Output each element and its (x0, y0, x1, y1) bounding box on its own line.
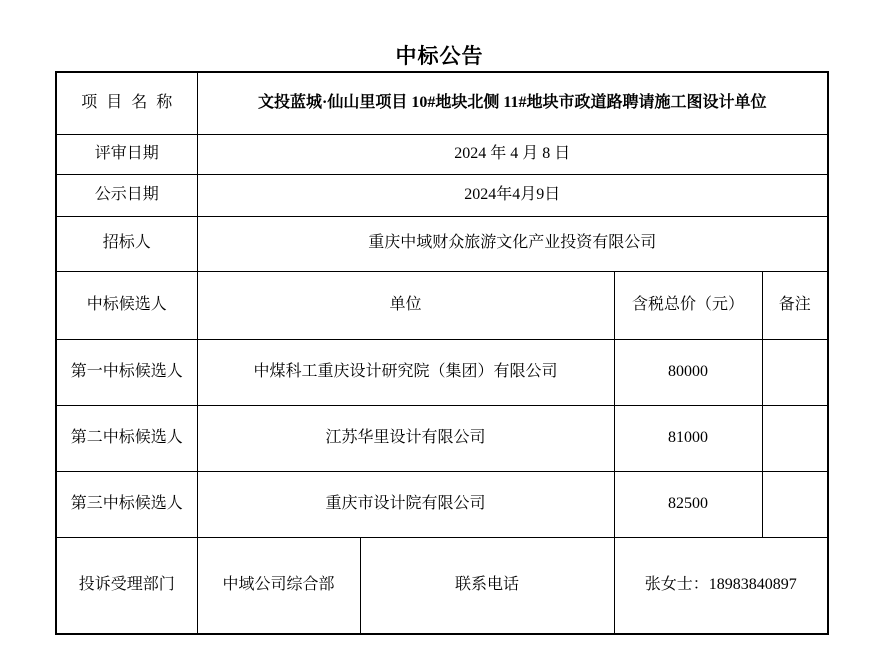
candidate-1-rank: 第一中标候选人 (56, 339, 197, 405)
header-company: 单位 (197, 271, 614, 339)
candidate-2-remark (762, 405, 828, 471)
candidate-2-rank: 第二中标候选人 (56, 405, 197, 471)
publish-date-value: 2024年4月9日 (197, 174, 828, 216)
header-price: 含税总价（元） (614, 271, 762, 339)
candidate-2-company: 江苏华里设计有限公司 (197, 405, 614, 471)
candidate-3-remark (762, 471, 828, 537)
complaint-phone-label: 联系电话 (360, 537, 614, 634)
review-date-value: 2024 年 4 月 8 日 (197, 134, 828, 174)
row-candidate-2 (56, 405, 828, 471)
row-review-date (56, 134, 828, 174)
project-name-label: 项 目 名 称 (56, 72, 197, 134)
row-tenderer (56, 216, 828, 271)
candidate-3-price: 82500 (614, 471, 762, 537)
announcement-table (55, 71, 829, 635)
candidate-3-rank: 第三中标候选人 (56, 471, 197, 537)
candidate-1-company: 中煤科工重庆设计研究院（集团）有限公司 (197, 339, 614, 405)
candidate-3-company: 重庆市设计院有限公司 (197, 471, 614, 537)
candidate-2-price: 81000 (614, 405, 762, 471)
row-publish-date (56, 174, 828, 216)
review-date-label: 评审日期 (56, 134, 197, 174)
publish-date-label: 公示日期 (56, 174, 197, 216)
project-name-value: 文投蓝城·仙山里项目 10#地块北侧 11#地块市政道路聘请施工图设计单位 (197, 72, 828, 134)
complaint-department: 中域公司综合部 (197, 537, 360, 634)
candidate-1-price: 80000 (614, 339, 762, 405)
row-project-name (56, 72, 828, 134)
complaint-label: 投诉受理部门 (56, 537, 197, 634)
row-candidate-1 (56, 339, 828, 405)
tenderer-value: 重庆中域财众旅游文化产业投资有限公司 (197, 216, 828, 271)
header-remark: 备注 (762, 271, 828, 339)
row-candidate-3 (56, 471, 828, 537)
row-candidates-header (56, 271, 828, 339)
candidate-1-remark (762, 339, 828, 405)
tenderer-label: 招标人 (56, 216, 197, 271)
complaint-contact: 张女士：18983840897 (614, 537, 828, 634)
page-title: 中标公告 (395, 44, 484, 68)
row-complaint (56, 537, 828, 634)
header-candidate: 中标候选人 (56, 271, 197, 339)
